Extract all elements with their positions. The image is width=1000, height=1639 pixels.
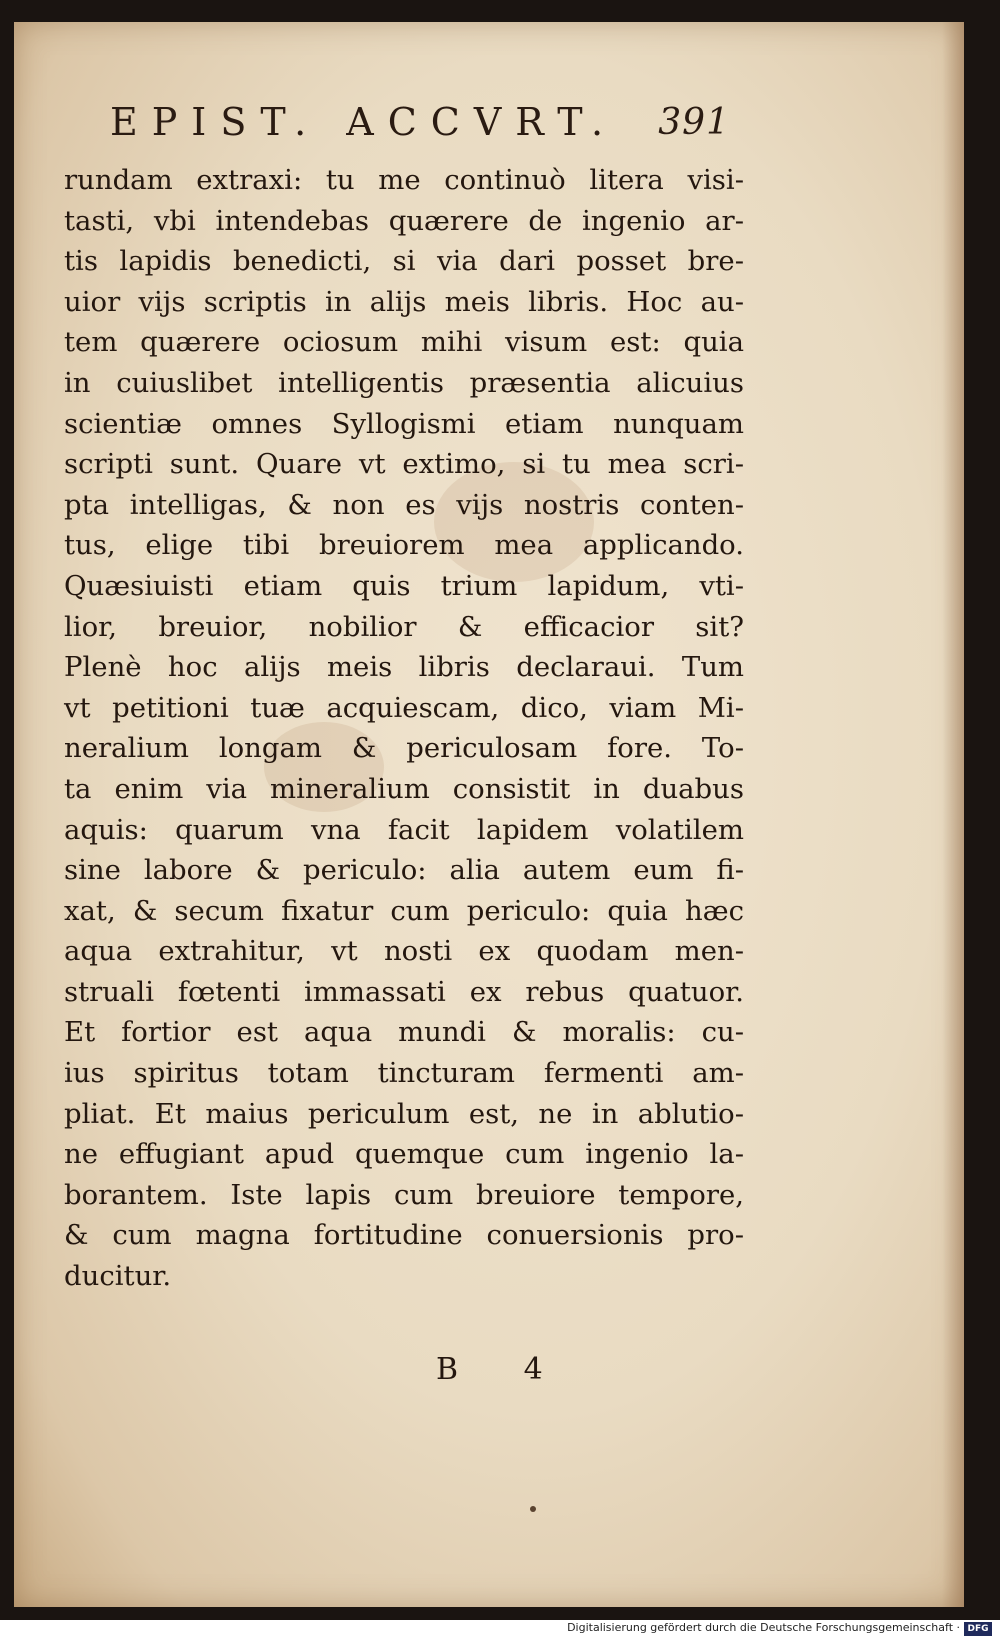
text-line: xat, & secum fixatur cum periculo: quia hæc bbox=[64, 894, 744, 927]
text-line: tasti, vbi intendebas quærere de ingenio ar- bbox=[64, 204, 744, 237]
text-line: Quæsiuisti etiam quis trium lapidum, vti- bbox=[64, 569, 744, 602]
text-line: tis lapidis benedicti, si via dari posset bre- bbox=[64, 245, 744, 278]
text-line: vt petitioni tuæ acquiescam, dico, viam Mi- bbox=[64, 691, 744, 724]
digitization-credit: Digitalisierung gefördert durch die Deutsche Forschungsgemeinschaft · bbox=[567, 1621, 960, 1634]
signature-mark: B 4 bbox=[436, 1352, 571, 1387]
text-line: in cuiuslibet intelligentis præsentia alicuius bbox=[64, 366, 744, 399]
text-line: tus, elige tibi breuiorem mea applicando. bbox=[64, 529, 744, 562]
text-line: struali fœtenti immassati ex rebus quatuor. bbox=[64, 975, 744, 1008]
text-line: Et fortior est aqua mundi & moralis: cu- bbox=[64, 1016, 744, 1049]
ink-dot bbox=[530, 1506, 536, 1512]
page-header bbox=[110, 100, 730, 154]
text-line: ne effugiant apud quemque cum ingenio la- bbox=[64, 1138, 744, 1171]
text-line: ius spiritus totam tincturam fermenti am- bbox=[64, 1057, 744, 1090]
body-text bbox=[64, 160, 744, 1297]
text-line: & cum magna fortitudine conuersionis pro- bbox=[64, 1219, 744, 1252]
text-line: ta enim via mineralium consistit in duabus bbox=[64, 772, 744, 805]
text-line: aquis: quarum vna facit lapidem volatilem bbox=[64, 813, 744, 846]
text-line: tem quærere ociosum mihi visum est: quia bbox=[64, 326, 744, 359]
text-line: Plenè hoc alijs meis libris declaraui. Tum bbox=[64, 651, 744, 684]
text-line: uior vijs scriptis in alijs meis libris. Hoc au- bbox=[64, 285, 744, 318]
text-line: pta intelligas, & non es vijs nostris conten- bbox=[64, 488, 744, 521]
dfg-logo: DFG bbox=[964, 1622, 992, 1636]
text-line: scientiæ omnes Syllogismi etiam nunquam bbox=[64, 407, 744, 440]
text-line: aqua extrahitur, vt nosti ex quodam men- bbox=[64, 935, 744, 968]
text-line: pliat. Et maius periculum est, ne in ablutio- bbox=[64, 1097, 744, 1130]
text-line: ducitur. bbox=[64, 1260, 172, 1293]
text-line: sine labore & periculo: alia autem eum fi- bbox=[64, 854, 744, 887]
text-line: neralium longam & periculosam fore. To- bbox=[64, 732, 744, 765]
text-line: borantem. Iste lapis cum breuiore tempore, bbox=[64, 1178, 744, 1211]
text-line: rundam extraxi: tu me continuò litera visi- bbox=[64, 164, 744, 196]
text-line: lior, breuior, nobilior & efficacior sit? bbox=[64, 610, 744, 643]
page-number: 391 bbox=[658, 102, 730, 143]
text-line: scripti sunt. Quare vt extimo, si tu mea scri- bbox=[64, 448, 744, 481]
running-head: EPIST. ACCVRT. bbox=[110, 100, 618, 144]
page-edge-shadow bbox=[942, 22, 964, 1607]
